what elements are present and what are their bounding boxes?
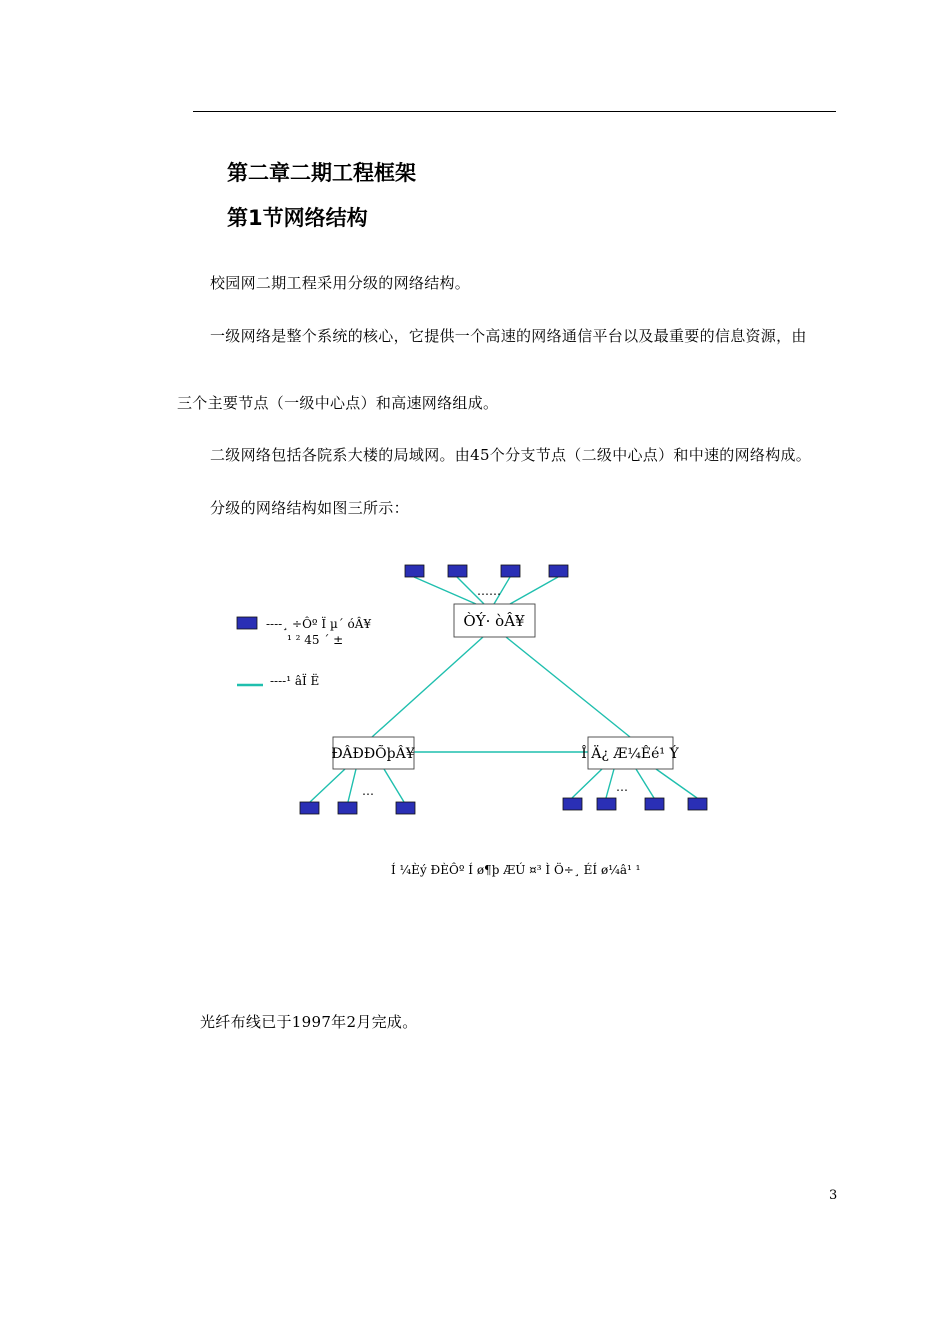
leaf-node [597, 798, 616, 810]
link [506, 637, 630, 737]
paragraph-2-line-2: 三个主要节点（一级中心点）和高速网络组成。 [177, 394, 499, 412]
page-number: 3 [829, 1188, 838, 1203]
paragraph-4: 分级的网络结构如图三所示： [210, 499, 409, 517]
link [310, 769, 345, 802]
paragraph-2-line-1: 一级网络是整个系统的核心，它提供一个高速的网络通信平台以及最重要的信息资源，由 [210, 327, 807, 345]
legend-node-label: ----¸ ÷Ôº Ï µ´ óÂ¥ [266, 617, 372, 631]
link [656, 769, 697, 798]
link [572, 769, 602, 798]
chapter-heading: 第二章二期工程框架 [227, 161, 416, 185]
section-heading: 第1节网络结构 [227, 206, 368, 230]
leaf-node [563, 798, 582, 810]
leaf-node [396, 802, 415, 814]
leaf-node [300, 802, 319, 814]
link [510, 577, 558, 604]
leaf-node [405, 565, 424, 577]
link [348, 769, 356, 802]
legend-link-label: ----¹ âÏ Ë [270, 674, 320, 688]
dots-left: … [362, 784, 374, 798]
link [384, 769, 404, 802]
node-left-label: ÐÂÐÐÕþÂ¥ [331, 746, 415, 762]
main-nodes [331, 604, 679, 769]
legend-node-icon [237, 617, 257, 629]
leaf-node [549, 565, 568, 577]
diagram-caption: Í ¼Èý ÐÈÔº Í ø¶þ ÆÚ ¤³ Ì Ö÷¸ ÉÍ ø¼â¹ ¹ [391, 863, 641, 877]
leaf-node [338, 802, 357, 814]
leaf-node [688, 798, 707, 810]
paragraph-5: 光纤布线已于1997年2月完成。 [200, 1013, 418, 1031]
link [372, 637, 483, 737]
link [606, 769, 614, 798]
link [414, 577, 476, 604]
link [636, 769, 654, 798]
paragraph-3: 二级网络包括各院系大楼的局域网。由45个分支节点（二级中心点）和中速的网络构成。 [210, 446, 812, 464]
dots-right: … [616, 780, 628, 794]
leaf-node [448, 565, 467, 577]
node-right-label: Î Ä¿ Æ¼Êé¹ Ý [581, 746, 679, 762]
dots-top: …… [477, 584, 501, 598]
paragraph-1: 校园网二期工程采用分级的网络结构。 [210, 274, 471, 292]
legend-node-count: ¹ ² 45 ´ ± [287, 633, 344, 647]
leaf-node [645, 798, 664, 810]
leaf-node [501, 565, 520, 577]
node-top-label: ÒÝ· òÂ¥ [463, 612, 525, 630]
